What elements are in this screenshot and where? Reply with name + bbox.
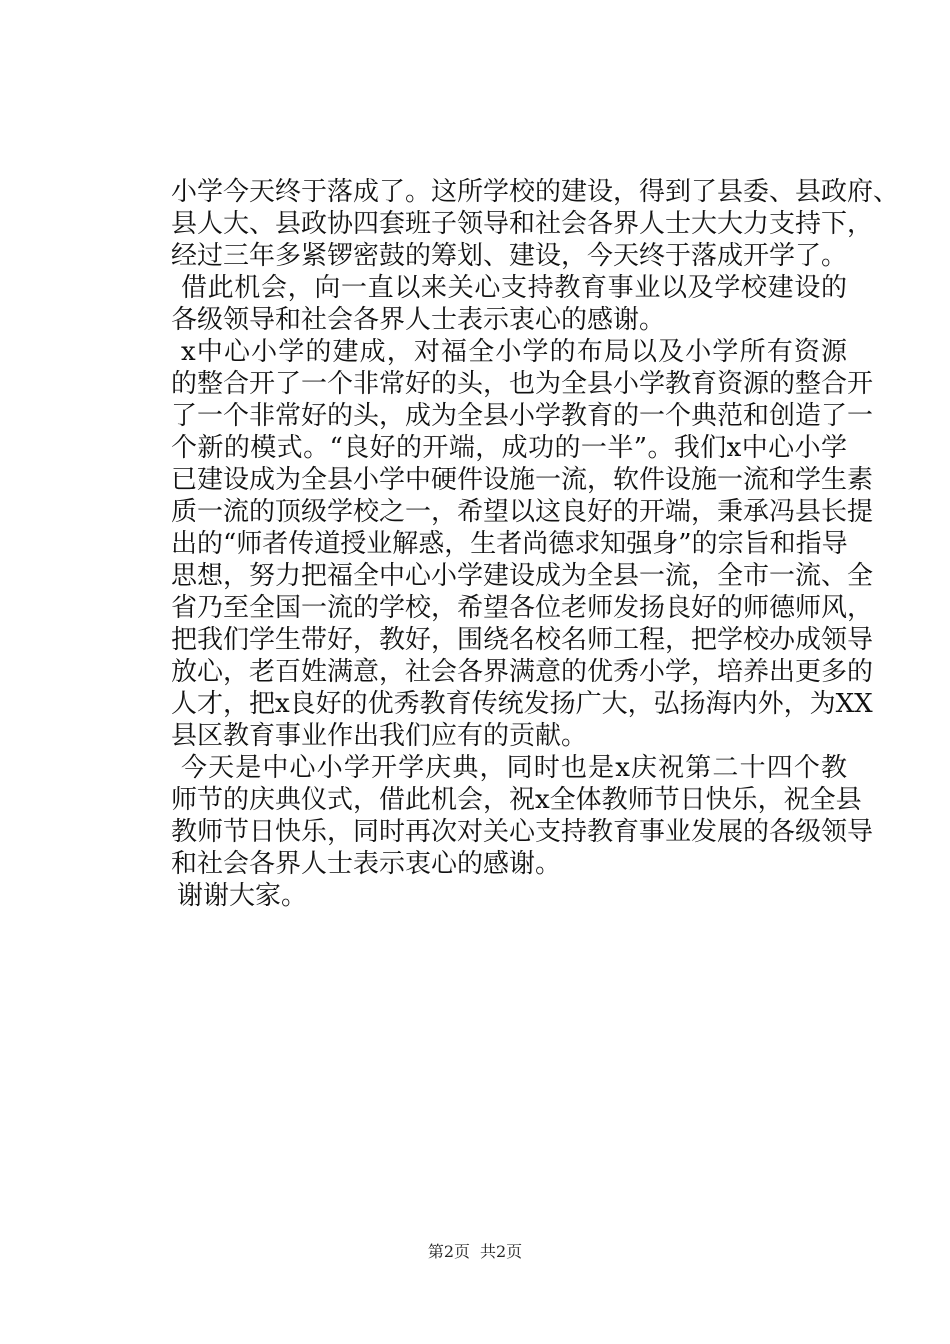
text-line: 出的“师者传道授业解惑，生者尚德求知强身”的宗旨和指导	[171, 529, 848, 559]
text-line: 的整合开了一个非常好的头，也为全县小学教育资源的整合开	[171, 369, 874, 399]
text-line: 放心，老百姓满意，社会各界满意的优秀小学，培养出更多的	[171, 657, 874, 687]
paragraph-first-line: x中心小学的建成，对福全小学的布局以及小学所有资源	[181, 337, 847, 367]
text-line: 省乃至全国一流的学校，希望各位老师发扬良好的师德师风，	[171, 593, 874, 623]
text-line: 了一个非常好的头，成为全县小学教育的一个典范和创造了一	[171, 401, 874, 431]
text-line: 个新的模式。“良好的开端，成功的一半”。我们x中心小学	[171, 433, 847, 463]
paragraph-first-line: 借此机会，向一直以来关心支持教育事业以及学校建设的	[181, 273, 847, 303]
text-line: 师节的庆典仪式，借此机会，祝x全体教师节日快乐，祝全县	[171, 785, 862, 815]
speech-body	[171, 176, 900, 912]
text-line: 经过三年多紧锣密鼓的筹划、建设，今天终于落成开学了。	[171, 241, 848, 271]
text-line: 和社会各界人士表示衷心的感谢。	[171, 849, 562, 879]
text-line: 人才，把x良好的优秀教育传统发扬广大，弘扬海内外，为XX	[171, 689, 873, 719]
text-line: 县区教育事业作出我们应有的贡献。	[171, 721, 588, 751]
text-line: 把我们学生带好，教好，围绕名校名师工程，把学校办成领导	[171, 625, 874, 655]
page-number: 第2页	[427, 1242, 470, 1261]
text-line: 已建设成为全县小学中硬件设施一流，软件设施一流和学生素	[171, 465, 874, 495]
closing-line: 谢谢大家。	[177, 881, 308, 911]
text-line: 质一流的顶级学校之一，希望以这良好的开端，秉承冯县长提	[171, 497, 874, 527]
page-total: 共2页	[480, 1242, 523, 1261]
text-line: 县人大、县政协四套班子领导和社会各界人士大大力支持下，	[171, 209, 874, 239]
text-line: 教师节日快乐，同时再次对关心支持教育事业发展的各级领导	[171, 817, 874, 847]
text-line: 各级领导和社会各界人士表示衷心的感谢。	[171, 305, 666, 335]
page-footer	[0, 1242, 950, 1262]
paragraph-first-line: 今天是中心小学开学庆典，同时也是x庆祝第二十四个教	[181, 753, 847, 783]
text-line: 思想，努力把福全中心小学建设成为全县一流，全市一流、全	[171, 561, 874, 591]
text-line: 小学今天终于落成了。这所学校的建设，得到了县委、县政府、	[171, 177, 900, 207]
